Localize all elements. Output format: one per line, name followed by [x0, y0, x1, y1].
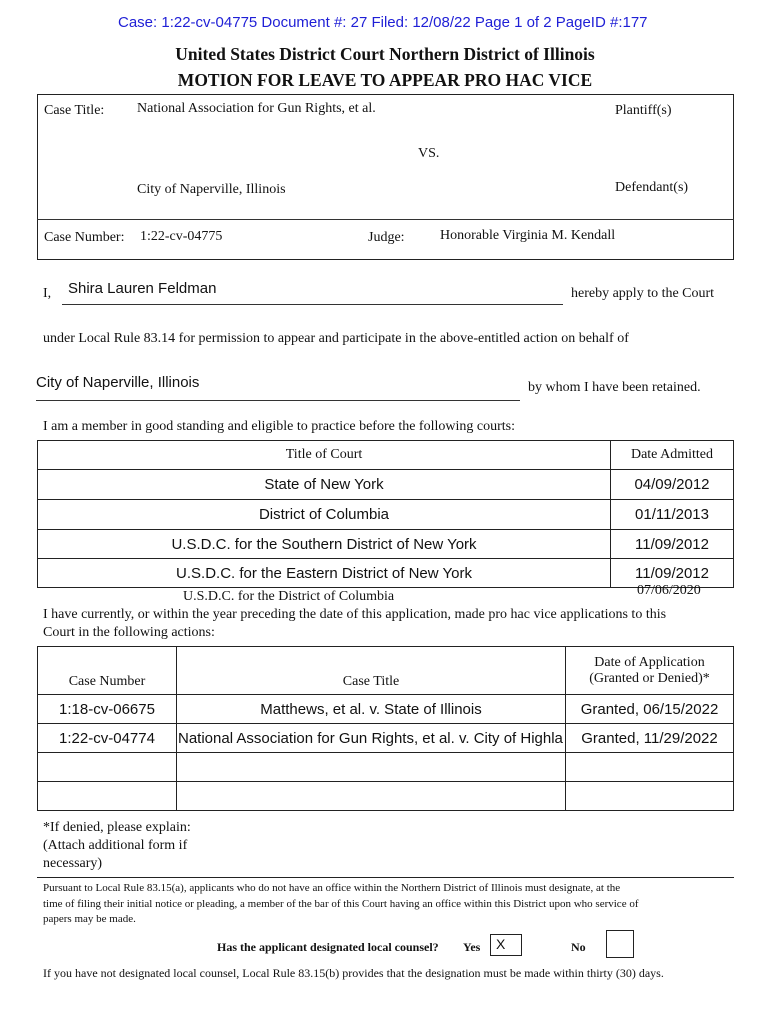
- case-title-cell[interactable]: Matthews, et al. v. State of Illinois: [177, 695, 566, 724]
- overflow-date-text: 07/06/2020: [637, 583, 701, 598]
- retained-text: by whom I have been retained.: [528, 380, 701, 395]
- court-cell[interactable]: District of Columbia: [38, 500, 611, 530]
- case-title-cell[interactable]: [177, 782, 566, 811]
- col-date-line-1: Date of Application: [594, 654, 705, 670]
- plaintiff-name[interactable]: National Association for Gun Rights, et al.: [137, 101, 376, 116]
- no-label: No: [571, 940, 586, 954]
- case-title-label: Case Title:: [44, 103, 105, 118]
- section-divider: [37, 877, 734, 878]
- applicant-name-underline: [62, 304, 563, 305]
- col-case-title: Case Title: [177, 647, 566, 695]
- table-row: [38, 695, 734, 724]
- date-admitted-cell[interactable]: 11/09/2012: [611, 559, 734, 588]
- local-counsel-question: Has the applicant designated local counsel?: [217, 940, 439, 954]
- local-rule-text: under Local Rule 83.14 for permission to appear and participate in the above-entitled action on behalf of: [43, 331, 629, 346]
- case-number-label: Case Number:: [44, 230, 125, 245]
- local-rule-text-2: time of filing their initial notice or pleading, a member of the bar of this Court having an office within this District upon who service of: [43, 898, 639, 910]
- local-counsel-footer-note: If you have not designated local counsel, Local Rule 83.15(b) provides that the designation must be made within thirty (30) days.: [43, 966, 664, 980]
- table-row: [38, 530, 734, 559]
- case-number-cell[interactable]: [38, 753, 177, 782]
- judge-label: Judge:: [368, 230, 405, 245]
- client-name-field[interactable]: City of Naperville, Illinois: [36, 374, 200, 391]
- court-title: United States District Court Northern District of Illinois: [175, 44, 595, 64]
- table-row: [38, 724, 734, 753]
- court-cell[interactable]: U.S.D.C. for the Eastern District of New York: [38, 559, 611, 588]
- case-box-divider: [37, 219, 734, 220]
- yes-check-mark: X: [496, 936, 506, 952]
- no-checkbox[interactable]: [606, 930, 634, 958]
- applicant-name-field[interactable]: Shira Lauren Feldman: [68, 280, 217, 297]
- case-number-value[interactable]: 1:22-cv-04775: [140, 229, 223, 244]
- plaintiff-label: Plantiff(s): [615, 103, 672, 118]
- overflow-court-text: U.S.D.C. for the District of Columbia: [183, 589, 395, 604]
- local-rule-text-1: Pursuant to Local Rule 83.15(a), applicants who do not have an office within the Northern District of Illinois must designate, at the: [43, 882, 621, 894]
- filing-stamp: Case: 1:22-cv-04775 Document #: 27 Filed: 12/08/22 Page 1 of 2 PageID #:177: [118, 14, 648, 31]
- date-admitted-cell[interactable]: 11/09/2012: [611, 530, 734, 559]
- versus-label: VS.: [418, 146, 440, 161]
- denied-note-1: *If denied, please explain:: [43, 820, 191, 835]
- denied-note-2: (Attach additional form if: [43, 838, 188, 853]
- case-title-cell[interactable]: [177, 753, 566, 782]
- case-number-cell[interactable]: 1:18-cv-06675: [38, 695, 177, 724]
- table-row: [38, 559, 734, 588]
- date-admitted-cell[interactable]: 01/11/2013: [611, 500, 734, 530]
- defendant-name[interactable]: City of Naperville, Illinois: [137, 182, 286, 197]
- table-row: [38, 782, 734, 811]
- court-cell[interactable]: State of New York: [38, 470, 611, 500]
- case-title-cell[interactable]: [177, 724, 566, 753]
- table-row: [38, 500, 734, 530]
- pro-hac-table: [37, 646, 734, 811]
- yes-checkbox[interactable]: [490, 934, 522, 956]
- pro-hac-intro-1: I have currently, or within the year preceding the date of this application, made pro hac vice applications to this: [43, 607, 667, 622]
- case-number-cell[interactable]: [38, 782, 177, 811]
- date-admitted-cell[interactable]: 04/09/2012: [611, 470, 734, 500]
- application-date-cell[interactable]: [566, 753, 734, 782]
- motion-title: MOTION FOR LEAVE TO APPEAR PRO HAC VICE: [177, 70, 593, 90]
- application-date-cell[interactable]: Granted, 06/15/2022: [566, 695, 734, 724]
- client-name-underline: [36, 400, 520, 401]
- case-number-cell[interactable]: 1:22-cv-04774: [38, 724, 177, 753]
- col-date-line-2: (Granted or Denied)*: [589, 670, 710, 686]
- local-rule-text-3: papers may be made.: [43, 913, 136, 925]
- col-title-of-court: Title of Court: [38, 441, 611, 470]
- denied-note-3: necessary): [43, 856, 103, 871]
- col-date-admitted: Date Admitted: [611, 441, 734, 470]
- court-cell[interactable]: U.S.D.C. for the Southern District of New York: [38, 530, 611, 559]
- courts-intro: I am a member in good standing and eligible to practice before the following courts:: [43, 419, 515, 434]
- apply-text: hereby apply to the Court: [571, 286, 715, 301]
- judge-name[interactable]: Honorable Virginia M. Kendall: [440, 228, 616, 243]
- pro-hac-intro-2: Court in the following actions:: [43, 625, 215, 640]
- col-date-of-application: [566, 647, 734, 695]
- yes-label: Yes: [463, 940, 481, 954]
- application-date-cell[interactable]: Granted, 11/29/2022: [566, 724, 734, 753]
- col-case-number: Case Number: [38, 647, 177, 695]
- case-title-text: National Association for Gun Rights, et al. v. City of Highla: [178, 729, 563, 747]
- courts-admitted-table: [37, 440, 734, 588]
- defendant-label: Defendant(s): [615, 180, 689, 195]
- application-date-cell[interactable]: [566, 782, 734, 811]
- table-row: [38, 470, 734, 500]
- i-label: I,: [43, 286, 52, 301]
- table-row: [38, 753, 734, 782]
